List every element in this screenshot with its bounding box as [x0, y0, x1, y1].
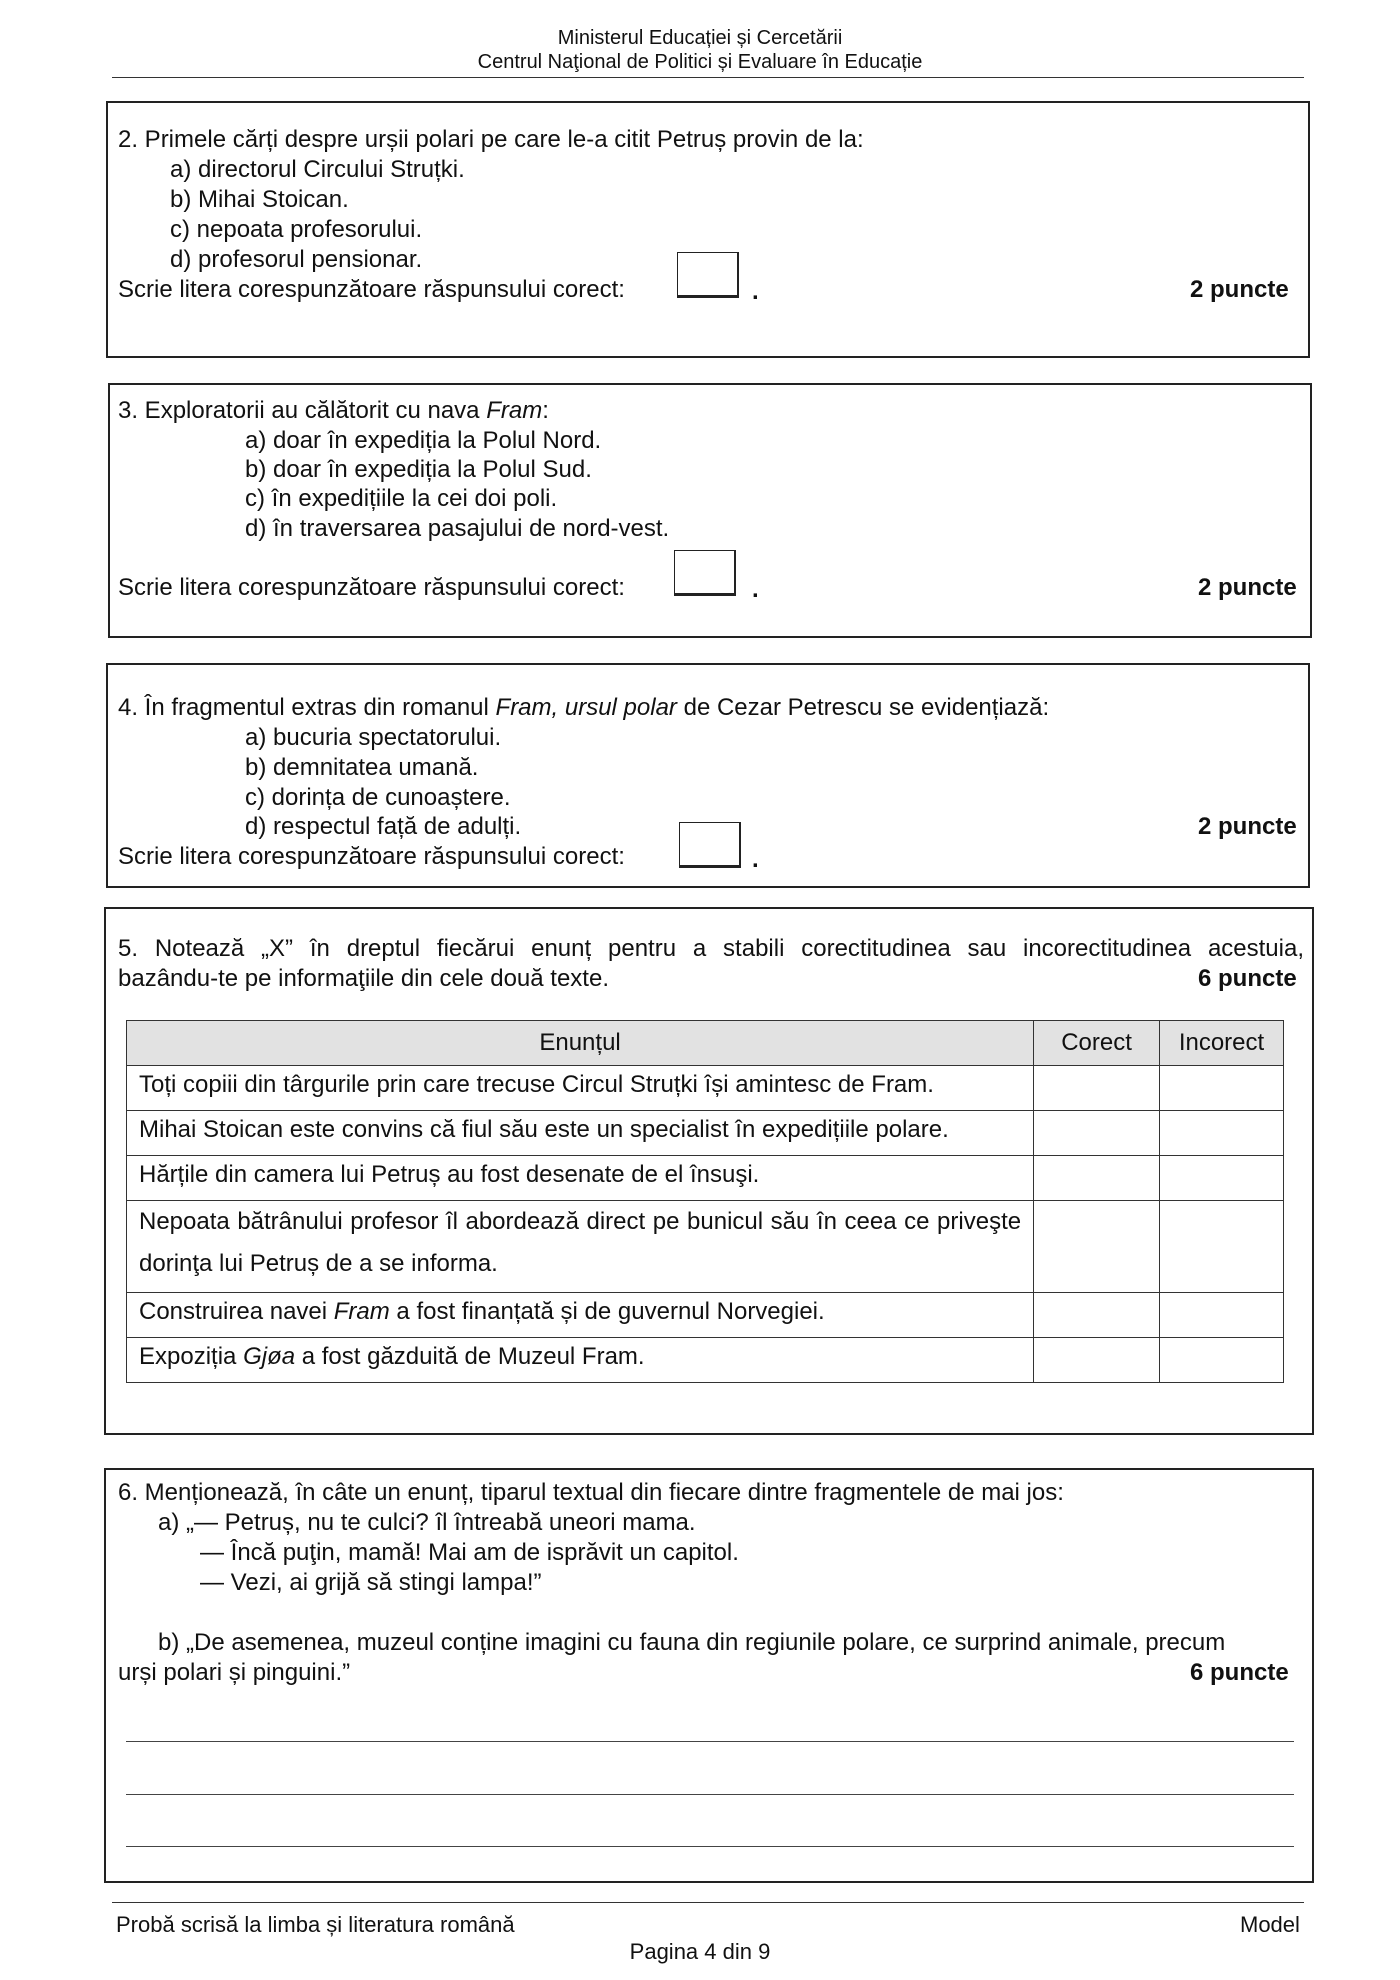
statement-cell [127, 1293, 1034, 1338]
incorrect-cell[interactable] [1160, 1156, 1284, 1201]
statement-italic: Fram [333, 1298, 390, 1325]
correct-cell[interactable] [1034, 1293, 1160, 1338]
question-3-option-a: a) doar în expediția la Polul Nord. [245, 427, 602, 454]
question-3-dot: . [752, 576, 759, 603]
statement-cell [127, 1338, 1034, 1383]
question-4-stem-italic: Fram, ursul polar [495, 694, 677, 721]
question-4-stem [118, 693, 1049, 723]
question-2-dot: . [752, 278, 759, 305]
statement-text: Construirea navei [139, 1298, 334, 1325]
correct-cell[interactable] [1034, 1201, 1160, 1293]
header-divider [112, 77, 1304, 78]
question-5-stem-line1: 5. Notează „X” în dreptul fiecărui enunț pentru a stabili corectitudinea sau incorectitudinea acestuia, [118, 935, 1304, 962]
question-3-stem [118, 396, 549, 426]
footer-divider [112, 1902, 1304, 1903]
statement-text-end: a fost găzduită de Muzeul Fram. [295, 1343, 645, 1370]
incorrect-cell[interactable] [1160, 1338, 1284, 1383]
question-3-answer-box[interactable] [674, 550, 736, 596]
question-2-option-a: a) directorul Circului Struțki. [170, 156, 465, 183]
question-2-stem: 2. Primele cărți despre urșii polari pe care le-a citit Petruș provin de la: [118, 126, 864, 153]
center-name: Centrul Naţional de Politici și Evaluare în Educație [477, 51, 923, 73]
question-4-option-d: d) respectul față de adulți. [245, 813, 522, 840]
question-5-points: 6 puncte [1198, 965, 1297, 992]
statement-text: Mihai Stoican este convins că fiul său este un specialist în expedițiile polare. [139, 1116, 949, 1143]
question-4-answer-prompt: Scrie litera corespunzătoare răspunsului corect: [118, 843, 625, 870]
question-2-option-c: c) nepoata profesorului. [170, 216, 423, 243]
header-correct: Corect [1034, 1021, 1160, 1066]
statement-cell [127, 1066, 1034, 1111]
question-6-b-line2: urși polari și pinguini.” [118, 1659, 351, 1686]
statement-text: Expoziția [139, 1343, 244, 1370]
statement-italic: Gjøa [243, 1343, 296, 1370]
question-3-stem-italic: Fram [486, 397, 543, 424]
question-2-option-d: d) profesorul pensionar. [170, 246, 423, 273]
question-6-a-line1: a) „— Petruș, nu te culci? îl întreabă uneori mama. [158, 1509, 696, 1536]
correct-cell[interactable] [1034, 1111, 1160, 1156]
question-4-stem-suffix: de Cezar Petrescu se evidențiază: [676, 694, 1050, 721]
statement-text: Toți copiii din târgurile prin care trecuse Circul Struțki își amintesc de Fram. [139, 1071, 934, 1098]
correct-cell[interactable] [1034, 1156, 1160, 1201]
correct-cell[interactable] [1034, 1066, 1160, 1111]
question-4-option-b: b) demnitatea umană. [245, 754, 479, 781]
question-3-answer-prompt: Scrie litera corespunzătoare răspunsului corect: [118, 574, 625, 601]
answer-line[interactable] [126, 1846, 1294, 1847]
statement-text: Hărțile din camera lui Petruș au fost desenate de el însuşi. [139, 1161, 760, 1188]
table-row [127, 1066, 1284, 1111]
incorrect-cell[interactable] [1160, 1293, 1284, 1338]
question-4-dot: . [752, 846, 759, 873]
question-5-stem-line2: bazându-te pe informaţiile din cele două texte. [118, 965, 609, 992]
statement-cell [127, 1156, 1034, 1201]
question-4-points: 2 puncte [1198, 813, 1297, 840]
incorrect-cell[interactable] [1160, 1111, 1284, 1156]
table-row [127, 1156, 1284, 1201]
question-3-option-c: c) în expedițiile la cei doi poli. [245, 485, 558, 512]
question-6-points: 6 puncte [1190, 1659, 1289, 1686]
question-6-a-line2: — Încă puţin, mamă! Mai am de isprăvit un capitol. [200, 1539, 739, 1566]
header-statement: Enunțul [127, 1021, 1034, 1066]
table-row [127, 1201, 1284, 1293]
table-header-row [127, 1021, 1284, 1066]
table-row [127, 1293, 1284, 1338]
incorrect-cell[interactable] [1160, 1201, 1284, 1293]
statement-cell [127, 1111, 1034, 1156]
question-2-option-b: b) Mihai Stoican. [170, 186, 349, 213]
statements-table [126, 1020, 1284, 1383]
question-4-option-a: a) bucuria spectatorului. [245, 724, 502, 751]
footer-model: Model [1240, 1912, 1300, 1937]
question-6-b-line1: b) „De asemenea, muzeul conține imagini cu fauna din regiunile polare, ce surprind animale, precum [158, 1629, 1226, 1656]
question-4-option-c: c) dorința de cunoaștere. [245, 784, 511, 811]
correct-cell[interactable] [1034, 1338, 1160, 1383]
incorrect-cell[interactable] [1160, 1066, 1284, 1111]
question-3-stem-suffix: : [542, 397, 549, 424]
question-3-points: 2 puncte [1198, 574, 1297, 601]
question-6-stem: 6. Menționează, în câte un enunț, tiparul textual din fiecare dintre fragmentele de mai jos: [118, 1479, 1064, 1506]
statement-text: Nepoata bătrânului profesor îl abordează direct pe bunicul său în ceea ce priveşte dorinţa lui Petruș de a se informa. [139, 1208, 1022, 1277]
statement-text-end: a fost finanțată și de guvernul Norvegiei. [389, 1298, 825, 1325]
ministry-name: Ministerul Educației și Cercetării [557, 27, 843, 49]
question-4-stem-text: 4. În fragmentul extras din romanul [118, 694, 496, 721]
question-3-stem-text: 3. Exploratorii au călătorit cu nava [118, 397, 487, 424]
question-6-a-line3: — Vezi, ai grijă să stingi lampa!” [200, 1569, 542, 1596]
answer-line[interactable] [126, 1741, 1294, 1742]
question-4-answer-box[interactable] [679, 822, 741, 868]
page-number: Pagina 4 din 9 [629, 1939, 771, 1964]
question-3-option-d: d) în traversarea pasajului de nord-vest. [245, 515, 670, 542]
question-2-answer-prompt: Scrie litera corespunzătoare răspunsului corect: [118, 276, 625, 303]
statement-cell [127, 1201, 1034, 1293]
question-2-points: 2 puncte [1190, 276, 1289, 303]
question-3-option-b: b) doar în expediția la Polul Sud. [245, 456, 592, 483]
table-row [127, 1111, 1284, 1156]
footer-exam-name: Probă scrisă la limba și literatura română [116, 1912, 515, 1937]
answer-line[interactable] [126, 1794, 1294, 1795]
question-2-answer-box[interactable] [677, 252, 739, 298]
page-header [0, 26, 1400, 74]
header-incorrect: Incorect [1160, 1021, 1284, 1066]
table-row [127, 1338, 1284, 1383]
